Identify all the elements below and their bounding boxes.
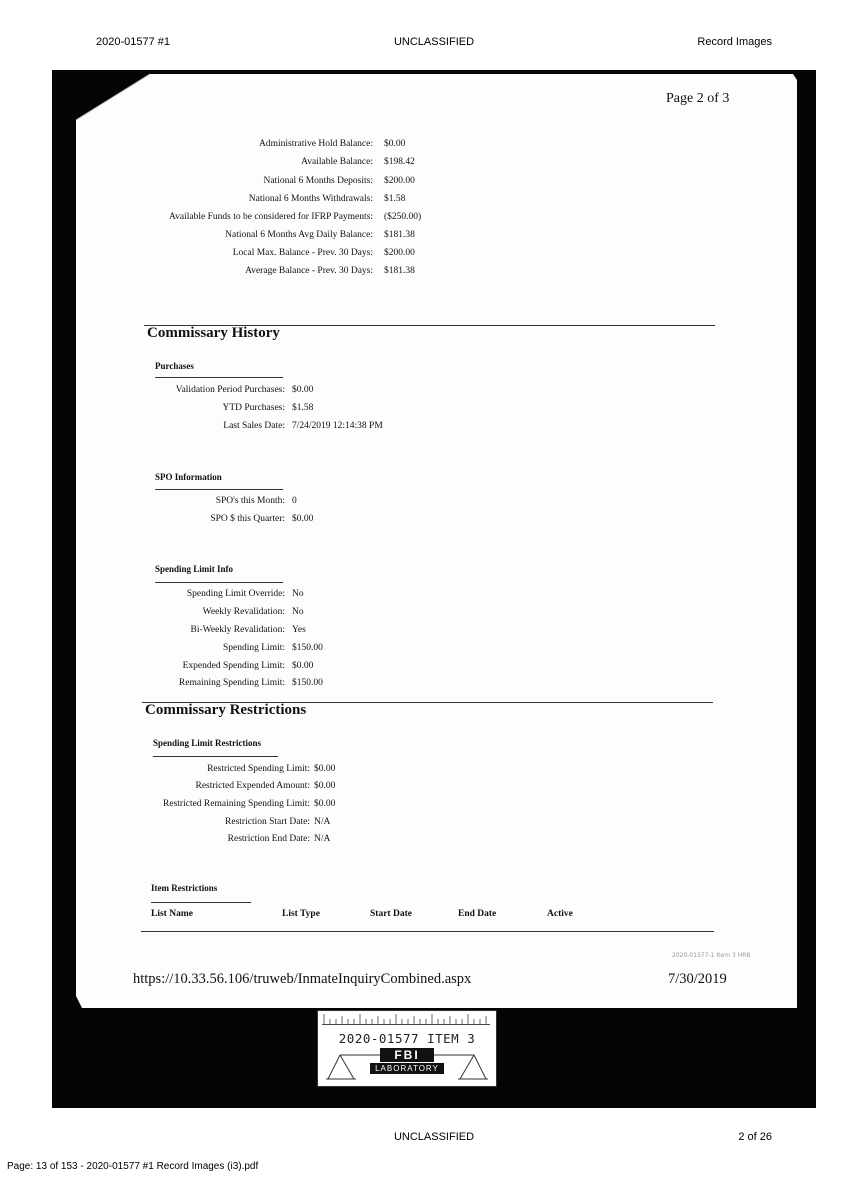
balance-value: $198.42 xyxy=(384,157,415,167)
purchase-value: 7/24/2019 12:14:38 PM xyxy=(292,421,383,431)
page-number: Page 2 of 3 xyxy=(666,91,730,106)
commissary-restrictions-heading: Commissary Restrictions xyxy=(145,702,307,718)
column-header-list-name: List Name xyxy=(151,909,193,919)
evidence-tag xyxy=(317,1010,497,1087)
restriction-value: $0.00 xyxy=(314,781,336,791)
spo-label: SPO $ this Quarter: xyxy=(210,514,285,524)
restriction-label: Restricted Remaining Spending Limit: xyxy=(163,799,310,809)
spending-limit-restrictions-heading: Spending Limit Restrictions xyxy=(153,738,262,748)
spo-value: 0 xyxy=(292,496,297,506)
restriction-value: N/A xyxy=(314,817,331,827)
purchases-heading: Purchases xyxy=(155,361,194,371)
spending-limit-value: $150.00 xyxy=(292,678,323,688)
document-body xyxy=(52,70,816,1108)
balance-value: $200.00 xyxy=(384,248,415,258)
balance-label: Administrative Hold Balance: xyxy=(259,139,373,149)
balance-value: $181.38 xyxy=(384,266,415,276)
subsection-underline xyxy=(153,756,278,757)
spending-limit-label: Expended Spending Limit: xyxy=(182,661,285,671)
column-header-list-type: List Type xyxy=(282,909,320,919)
fbi-logo-text: FBI xyxy=(380,1048,434,1062)
purchase-value: $1.58 xyxy=(292,403,314,413)
restriction-value: $0.00 xyxy=(314,799,336,809)
spending-limit-value: No xyxy=(292,589,304,599)
spending-limit-label: Weekly Revalidation: xyxy=(202,607,285,617)
restriction-label: Restricted Expended Amount: xyxy=(195,781,310,791)
column-header-end-date: End Date xyxy=(458,909,497,919)
balance-value: $0.00 xyxy=(384,139,406,149)
footer-center: UNCLASSIFIED xyxy=(393,1131,475,1143)
tag-ruler xyxy=(322,1014,490,1025)
item-restrictions-heading: Item Restrictions xyxy=(151,883,218,893)
spo-value: $0.00 xyxy=(292,514,314,524)
balance-label: Available Balance: xyxy=(301,157,373,167)
header-right: Record Images xyxy=(697,36,772,48)
page-url: https://10.33.56.106/truweb/InmateInquiryCombined.aspx xyxy=(133,971,472,987)
spending-limit-label: Spending Limit: xyxy=(222,643,285,653)
spending-limit-value: $150.00 xyxy=(292,643,323,653)
spo-label: SPO's this Month: xyxy=(215,496,285,506)
balance-value: $181.38 xyxy=(384,230,415,240)
header-left: 2020-01577 #1 xyxy=(96,36,171,48)
restriction-label: Restriction Start Date: xyxy=(225,817,310,827)
restriction-label: Restriction End Date: xyxy=(227,834,310,844)
spending-limit-value: $0.00 xyxy=(292,661,314,671)
handwritten-note: 2020-01577-1 Item 3 HRB xyxy=(672,952,751,959)
purchase-value: $0.00 xyxy=(292,385,314,395)
balance-label: National 6 Months Deposits: xyxy=(263,176,373,186)
balance-label: Local Max. Balance - Prev. 30 Days: xyxy=(232,248,373,258)
spending-limit-label: Bi-Weekly Revalidation: xyxy=(190,625,285,635)
header-center: UNCLASSIFIED xyxy=(393,36,475,48)
purchase-label: Last Sales Date: xyxy=(223,421,285,431)
column-header-start-date: Start Date xyxy=(370,909,412,919)
subsection-underline xyxy=(151,902,251,903)
commissary-history-heading: Commissary History xyxy=(147,325,280,341)
spending-limit-heading: Spending Limit Info xyxy=(155,564,234,574)
balance-label: National 6 Months Withdrawals: xyxy=(248,194,373,204)
balance-label: National 6 Months Avg Daily Balance: xyxy=(225,230,373,240)
balance-value: $1.58 xyxy=(384,194,406,204)
balance-value: ($250.00) xyxy=(384,212,422,222)
spending-limit-value: No xyxy=(292,607,304,617)
footer-right: 2 of 26 xyxy=(738,1131,772,1143)
evidence-tag-label: 2020-01577 ITEM 3 xyxy=(338,1031,476,1046)
subsection-underline xyxy=(155,377,283,378)
laboratory-logo-text: LABORATORY xyxy=(370,1063,444,1074)
pdf-page-footer: Page: 13 of 153 - 2020-01577 #1 Record Images (i3).pdf xyxy=(7,1161,259,1172)
balance-label: Average Balance - Prev. 30 Days: xyxy=(245,266,373,276)
print-date: 7/30/2019 xyxy=(668,971,727,987)
balance-label: Available Funds to be considered for IFRP Payments: xyxy=(169,212,373,222)
restriction-value: N/A xyxy=(314,834,331,844)
spending-limit-value: Yes xyxy=(292,625,306,635)
spo-heading: SPO Information xyxy=(155,472,222,482)
restriction-label: Restricted Spending Limit: xyxy=(207,764,310,774)
restriction-value: $0.00 xyxy=(314,764,336,774)
spending-limit-label: Spending Limit Override: xyxy=(186,589,285,599)
purchase-label: Validation Period Purchases: xyxy=(175,385,285,395)
spending-limit-label: Remaining Spending Limit: xyxy=(178,678,285,688)
purchase-label: YTD Purchases: xyxy=(222,403,285,413)
column-header-active: Active xyxy=(547,909,573,919)
subsection-underline xyxy=(155,582,283,583)
table-divider xyxy=(141,931,714,932)
subsection-underline xyxy=(155,489,283,490)
scanned-page xyxy=(52,70,816,1108)
balance-value: $200.00 xyxy=(384,176,415,186)
